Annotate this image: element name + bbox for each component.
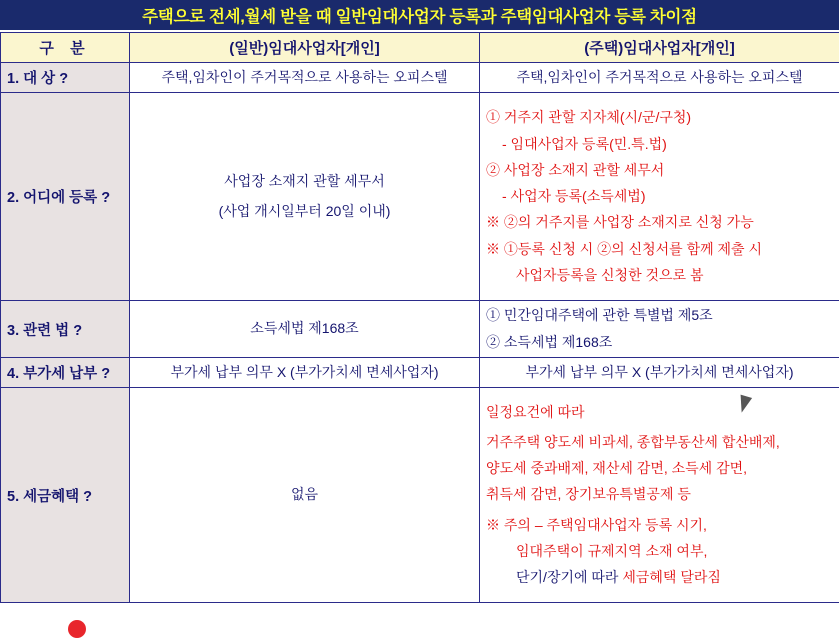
cell-line: ※ ②의 거주지를 사업장 소재지로 신청 가능 [486,212,833,233]
document-title-bar [0,0,839,32]
column-header-category: 구 분 [1,33,130,63]
cell-general-vat [130,357,480,387]
cell-line: 단기/장기에 따라 세금혜택 달라짐 [486,567,833,588]
comparison-table [0,32,839,603]
cell-line: 부가세 납부 의무 X (부가가치세 면세사업자) [136,362,473,383]
cell-housing-related-law [480,301,839,358]
cell-housing-target [480,63,839,93]
row-label-target: 1. 대 상 ? [1,63,130,93]
cell-line: ※ 주의 – 주택임대사업자 등록 시기, [486,515,833,536]
row-label-vat: 4. 부가세 납부 ? [1,357,130,387]
table-row [1,63,839,93]
page-title: 주택으로 전세,월세 받을 때 일반임대사업자 등록과 주택임대사업자 등록 차이점 [142,3,697,27]
table-header-row [1,33,839,63]
cell-line: 일정요건에 따라 [486,402,833,423]
table-row [1,388,839,603]
cell-housing-registration-place [480,93,839,301]
row-label-registration-place: 2. 어디에 등록 ? [1,93,130,301]
cell-line: 사업자등록을 신청한 것으로 봄 [486,265,833,286]
cell-line: (사업 개시일부터 20일 이내) [136,201,473,222]
cell-line: 주택,임차인이 주거목적으로 사용하는 오피스텔 [136,67,473,88]
cell-line: 거주주택 양도세 비과세, 종합부동산세 합산배제, [486,432,833,453]
cell-general-target [130,63,480,93]
cell-line: ※ ①등록 신청 시 ②의 신청서를 함께 제출 시 [486,239,833,260]
cell-housing-tax-benefit [480,388,839,603]
cell-line: - 사업자 등록(소득세법) [486,186,833,207]
cell-line: 사업장 소재지 관할 세무서 [136,171,473,192]
cell-line: 양도세 중과배제, 재산세 감면, 소득세 감면, [486,458,833,479]
cell-line: 소득세법 제168조 [136,318,473,339]
cell-line: 임대주택이 규제지역 소재 여부, [486,541,833,562]
annotation-dot [68,620,86,638]
table-row [1,301,839,358]
cell-general-registration-place [130,93,480,301]
table-row [1,93,839,301]
row-label-tax-benefit: 5. 세금혜택 ? [1,388,130,603]
cell-general-related-law [130,301,480,358]
cell-line: - 임대사업자 등록(민.특.법) [486,134,833,155]
cell-line: 주택,임차인이 주거목적으로 사용하는 오피스텔 [486,67,833,88]
cell-line: 없음 [136,484,473,505]
column-header-general: (일반)임대사업자[개인] [130,33,480,63]
cell-line: ② 소득세법 제168조 [486,332,833,353]
cell-line: ① 거주지 관할 지자체(시/군/구청) [486,107,833,128]
cell-housing-vat [480,357,839,387]
cell-line: 부가세 납부 의무 X (부가가치세 면세사업자) [486,362,833,383]
cell-general-tax-benefit [130,388,480,603]
cell-line: ② 사업장 소재지 관할 세무서 [486,160,833,181]
column-header-housing: (주택)임대사업자[개인] [480,33,839,63]
cell-line: ① 민간임대주택에 관한 특별법 제5조 [486,305,833,326]
cell-line: 취득세 감면, 장기보유특별공제 등 [486,484,833,505]
row-label-related-law: 3. 관련 법 ? [1,301,130,358]
table-row [1,357,839,387]
